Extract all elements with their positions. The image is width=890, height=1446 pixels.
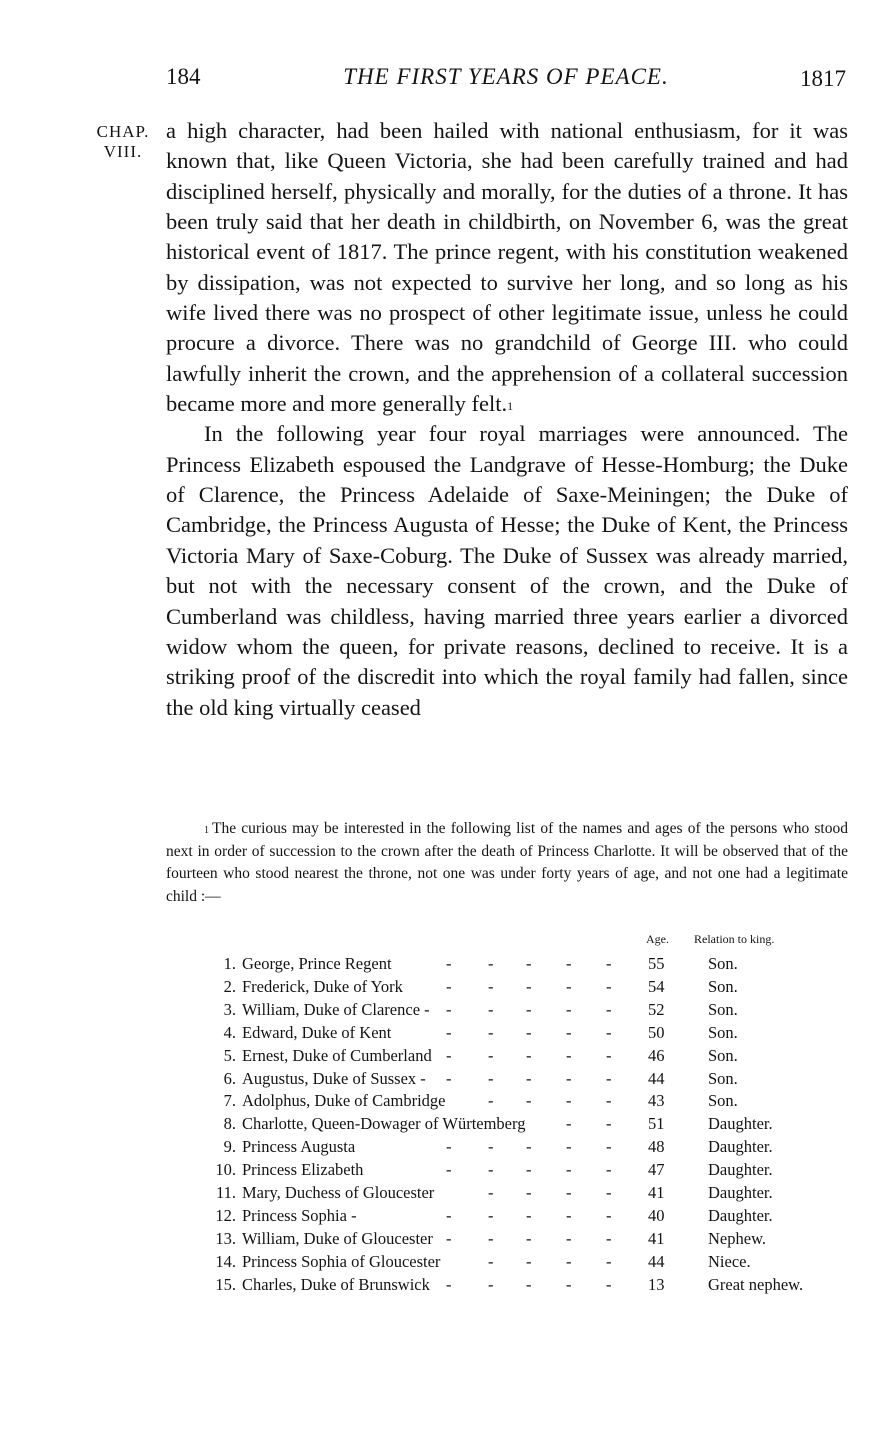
- row-name: Charles, Duke of Brunswick: [242, 1274, 430, 1294]
- row-age: 40: [648, 1205, 665, 1225]
- row-age: 52: [648, 999, 665, 1019]
- row-name: Princess Sophia -: [242, 1205, 357, 1225]
- row-relation: Daughter.: [708, 1160, 773, 1180]
- leader-dash: -: [566, 1274, 572, 1294]
- leader-dash: -: [488, 999, 494, 1019]
- leader-dash: -: [446, 1022, 452, 1042]
- row-name: Frederick, Duke of York: [242, 976, 403, 996]
- leader-dash: -: [446, 1137, 452, 1157]
- footnote-intro: [166, 818, 848, 908]
- chapter-label: CHAP.: [96, 122, 150, 141]
- leader-dash: -: [566, 1068, 572, 1088]
- chapter-margin-note: [84, 122, 162, 162]
- row-relation: Nephew.: [708, 1228, 767, 1248]
- paragraph-2: In the following year four royal marriages were announced. The Princess Elizabeth espoused the Landgrave of Hesse-Homburg; the Duke of Clarence, the Princess Adelaide of Saxe-Meiningen; the Duke of Cambridge, the Princess Augusta of Hesse; the Duke of Kent, the Princess Victoria Mary of Saxe-Coburg. The Duke of Sussex was already married, but not with the necessary consent of the crown, and the Duke of Cumberland was childless, having married three years earlier a divorced widow whom the queen, for private reasons, declined to receive. It is a striking proof of the discredit into which the royal family had fallen, since the old king virtually ceased: [166, 421, 848, 720]
- row-relation: Son.: [708, 976, 738, 996]
- row-index: 11.: [215, 1183, 236, 1202]
- table-row: [210, 1000, 850, 1023]
- footnote: [166, 818, 848, 908]
- row-index: 13.: [215, 1228, 236, 1248]
- row-index: 8.: [223, 1114, 236, 1134]
- table-row: [210, 1183, 850, 1206]
- row-age: 41: [648, 1228, 665, 1248]
- row-age: 50: [648, 1022, 665, 1042]
- leader-dash: -: [446, 1205, 452, 1225]
- leader-dash: -: [566, 1160, 572, 1180]
- row-relation: Daughter.: [708, 1137, 773, 1157]
- row-name: Mary, Duchess of Gloucester: [242, 1183, 435, 1202]
- row-index: 2.: [223, 976, 236, 996]
- leader-dash: -: [488, 976, 494, 996]
- row-age: 51: [648, 1114, 665, 1134]
- leader-dash: -: [606, 1114, 612, 1134]
- row-name: Ernest, Duke of Cumberland: [242, 1045, 432, 1065]
- row-age: 54: [648, 976, 665, 996]
- leader-dash: -: [606, 1022, 612, 1042]
- table-row: [210, 1252, 850, 1275]
- table-row: [210, 1206, 850, 1229]
- leader-dash: -: [606, 1274, 612, 1294]
- page-number: 184: [166, 64, 201, 89]
- leader-dash: -: [446, 1045, 452, 1065]
- leader-dash: -: [566, 1045, 572, 1065]
- row-relation: Son.: [708, 1068, 738, 1088]
- leader-dash: -: [446, 1228, 452, 1248]
- leader-dash: -: [526, 1251, 532, 1271]
- leader-dash: -: [488, 1228, 494, 1248]
- leader-dash: -: [526, 976, 532, 996]
- row-age: 46: [648, 1045, 665, 1065]
- relation-column-header: Relation to king.: [694, 932, 775, 946]
- leader-dash: -: [566, 999, 572, 1019]
- leader-dash: -: [526, 1228, 532, 1248]
- leader-dash: -: [606, 1068, 612, 1088]
- table-row: [210, 954, 850, 977]
- row-index: 10.: [215, 1160, 236, 1180]
- table-row: [210, 1137, 850, 1160]
- row-index: 3.: [223, 999, 236, 1019]
- row-age: 48: [648, 1137, 665, 1157]
- table-row: [210, 977, 850, 1000]
- row-relation: Son.: [708, 1022, 738, 1042]
- leader-dash: -: [446, 1274, 452, 1294]
- leader-dash: -: [488, 1160, 494, 1180]
- table-row: [210, 1160, 850, 1183]
- table-row: [210, 1229, 850, 1252]
- leader-dash: -: [606, 976, 612, 996]
- row-index: 14.: [215, 1251, 236, 1271]
- leader-dash: -: [488, 1205, 494, 1225]
- row-relation: Great nephew.: [708, 1274, 804, 1294]
- row-relation: Daughter.: [708, 1114, 773, 1134]
- row-index: 5.: [223, 1045, 236, 1065]
- leader-dash: -: [526, 1137, 532, 1157]
- leader-dash: -: [566, 954, 572, 973]
- row-name: Augustus, Duke of Sussex -: [242, 1068, 426, 1088]
- leader-dash: -: [446, 976, 452, 996]
- table-row: [210, 1023, 850, 1046]
- leader-dash: -: [526, 1068, 532, 1088]
- leader-dash: -: [566, 1251, 572, 1271]
- age-column-header: Age.: [646, 932, 669, 946]
- body-text: [166, 116, 848, 723]
- header-year: 1817: [800, 66, 846, 91]
- leader-dash: -: [526, 1022, 532, 1042]
- leader-dash: -: [566, 1114, 572, 1134]
- leader-dash: -: [488, 1045, 494, 1065]
- chapter-number: VIII.: [103, 142, 143, 161]
- row-index: 6.: [223, 1068, 236, 1088]
- row-relation: Son.: [708, 999, 738, 1019]
- leader-dash: -: [606, 1228, 612, 1248]
- row-age: 13: [648, 1274, 665, 1294]
- row-relation: Daughter.: [708, 1205, 773, 1225]
- row-relation: Son.: [708, 1091, 738, 1111]
- row-relation: Daughter.: [708, 1183, 773, 1202]
- leader-dash: -: [526, 1183, 532, 1202]
- row-name: Princess Elizabeth: [242, 1160, 364, 1180]
- running-title: THE FIRST YEARS OF PEACE.: [343, 64, 669, 89]
- row-index: 9.: [223, 1137, 236, 1157]
- leader-dash: -: [446, 954, 452, 973]
- row-age: 43: [648, 1091, 665, 1111]
- row-index: 4.: [223, 1022, 236, 1042]
- row-name: Princess Sophia of Gloucester: [242, 1251, 441, 1271]
- row-index: 12.: [215, 1205, 236, 1225]
- leader-dash: -: [566, 1091, 572, 1111]
- leader-dash: -: [606, 954, 612, 973]
- footnote-mark: 1: [204, 825, 209, 836]
- table-row: [210, 1069, 850, 1092]
- leader-dash: -: [566, 1205, 572, 1225]
- leader-dash: -: [446, 1068, 452, 1088]
- table-header: [210, 932, 850, 952]
- leader-dash: -: [526, 954, 532, 973]
- paragraph-1: [166, 116, 848, 419]
- table-row: [210, 1046, 850, 1069]
- leader-dash: -: [488, 1137, 494, 1157]
- leader-dash: -: [526, 1091, 532, 1111]
- table-row: [210, 1275, 850, 1298]
- row-age: 41: [648, 1183, 665, 1202]
- paragraph-1-text: a high character, had been hailed with national enthusiasm, for it was known that, like Queen Victoria, she had been carefully trained and had disciplined herself, physically and morally, for the duties of a throne. It has been truly said that her death in childbirth, on November 6, was the great historical event of 1817. The prince regent, with his constitution weakened by dissipation, was not expected to survive her long, and so long as his wife lived there was no prospect of other legitimate issue, unless he could procure a divorce. There was no grandchild of George III. who could lawfully inherit the crown, and the apprehension of a collateral succession became more and more generally felt.: [166, 118, 848, 417]
- leader-dash: -: [488, 1068, 494, 1088]
- row-age: 44: [648, 1068, 665, 1088]
- leader-dash: -: [606, 1160, 612, 1180]
- leader-dash: -: [526, 1274, 532, 1294]
- leader-dash: -: [526, 1205, 532, 1225]
- row-name: Charlotte, Queen-Dowager of Würtemberg: [242, 1114, 526, 1134]
- row-name: William, Duke of Clarence -: [242, 999, 430, 1019]
- leader-dash: -: [606, 1045, 612, 1065]
- leader-dash: -: [488, 1274, 494, 1294]
- row-index: 1.: [223, 954, 236, 973]
- row-name: Adolphus, Duke of Cambridge: [242, 1091, 446, 1111]
- leader-dash: -: [566, 976, 572, 996]
- leader-dash: -: [488, 1251, 494, 1271]
- footnote-intro-text: The curious may be interested in the following list of the names and ages of the persons who stood next in order of succession to the crown after the death of Princess Charlotte. It will be observed that of the fourteen who stood nearest the throne, not one was under forty years of age, and not one had a legitimate child :—: [166, 820, 848, 905]
- leader-dash: -: [606, 999, 612, 1019]
- row-index: 7.: [223, 1091, 236, 1111]
- leader-dash: -: [606, 1091, 612, 1111]
- row-name: Edward, Duke of Kent: [242, 1022, 392, 1042]
- leader-dash: -: [606, 1137, 612, 1157]
- leader-dash: -: [566, 1137, 572, 1157]
- leader-dash: -: [606, 1183, 612, 1202]
- leader-dash: -: [488, 1022, 494, 1042]
- leader-dash: -: [526, 1160, 532, 1180]
- row-age: 55: [648, 954, 665, 973]
- leader-dash: -: [566, 1228, 572, 1248]
- footnote-reference: 1: [507, 399, 514, 414]
- row-age: 47: [648, 1160, 665, 1180]
- row-age: 44: [648, 1251, 665, 1271]
- leader-dash: -: [606, 1205, 612, 1225]
- table-row: [210, 1091, 850, 1114]
- row-relation: Son.: [708, 1045, 738, 1065]
- leader-dash: -: [446, 999, 452, 1019]
- running-header: [166, 64, 846, 100]
- row-name: Princess Augusta: [242, 1137, 356, 1157]
- row-relation: Niece.: [708, 1251, 751, 1271]
- row-relation: Son.: [708, 954, 738, 973]
- leader-dash: -: [488, 1091, 494, 1111]
- row-name: William, Duke of Gloucester: [242, 1228, 433, 1248]
- leader-dash: -: [526, 999, 532, 1019]
- leader-dash: -: [566, 1183, 572, 1202]
- leader-dash: -: [566, 1022, 572, 1042]
- leader-dash: -: [606, 1251, 612, 1271]
- leader-dash: -: [446, 1160, 452, 1180]
- row-index: 15.: [215, 1274, 236, 1294]
- table-row: [210, 1114, 850, 1137]
- row-name: George, Prince Regent: [242, 954, 392, 973]
- leader-dash: -: [488, 1183, 494, 1202]
- leader-dash: -: [526, 1045, 532, 1065]
- leader-dash: -: [488, 954, 494, 973]
